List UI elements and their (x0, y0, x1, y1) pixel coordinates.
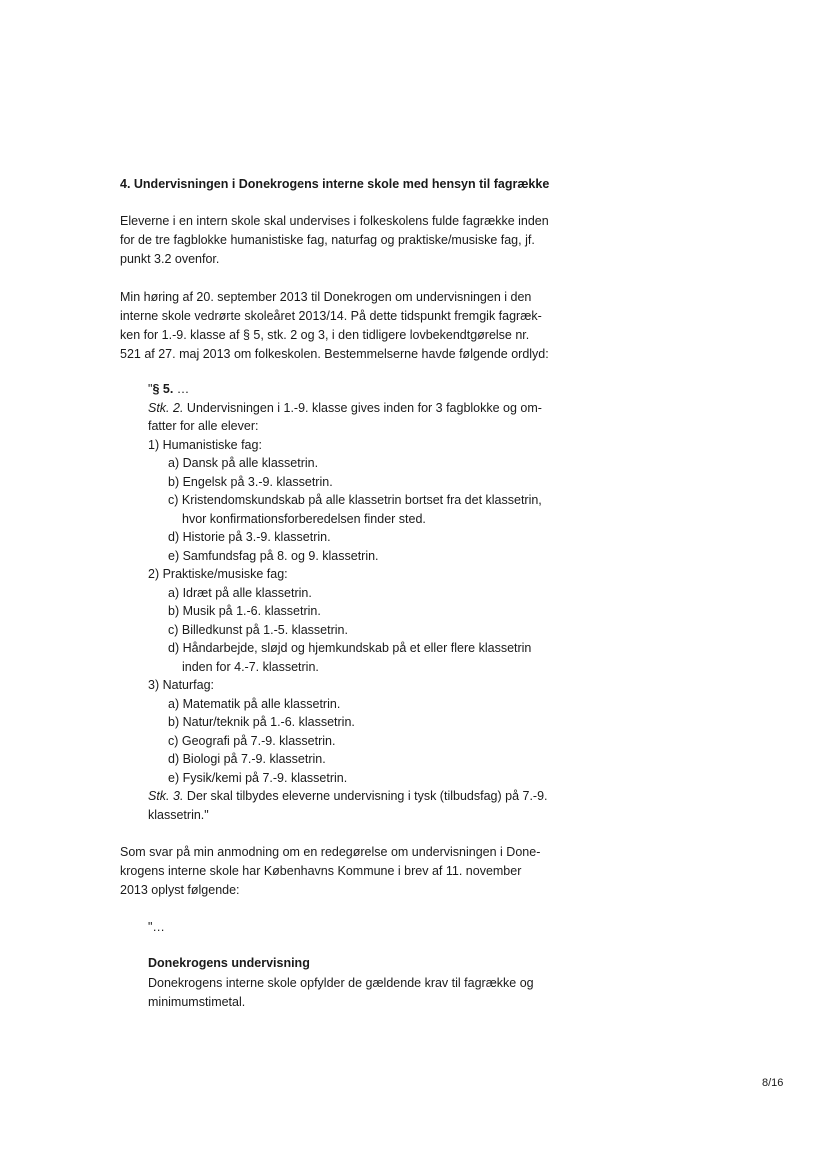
text-line: klassetrin." (148, 807, 209, 822)
list-item: d) Biologi på 7.-9. klassetrin. (168, 752, 326, 766)
text-line: Donekrogens interne skole opfylder de gældende krav til fagrække og (148, 976, 534, 990)
list-item: a) Dansk på alle klassetrin. (168, 456, 319, 470)
list-item-continuation: hvor konfirmationsforberedelsen finder sted. (182, 511, 426, 526)
list-item-continuation: inden for 4.-7. klassetrin. (182, 659, 319, 674)
stk2-label: Stk. 2. (148, 400, 184, 415)
quote-ellipsis: "… (148, 920, 165, 934)
list-item: c) Kristendomskundskab på alle klassetrin bortset fra det klassetrin, (168, 493, 542, 507)
list-item: e) Samfundsfag på 8. og 9. klassetrin. (168, 548, 379, 563)
stk2-text: Undervisningen i 1.-9. klasse gives inden for 3 fagblokke og om- (183, 400, 542, 415)
text-line: fatter for alle elever: (148, 419, 259, 433)
group-title: 2) Praktiske/musiske fag: (148, 567, 288, 581)
quote-open: " (148, 382, 153, 396)
paragraph-3 (120, 843, 590, 900)
list-item: d) Håndarbejde, sløjd og hjemkundskab på et eller flere klassetrin (168, 641, 532, 655)
text-line: krogens interne skole har Københavns Kommune i brev af 11. november (120, 864, 522, 878)
stk3-text: Der skal tilbydes eleverne undervisning i tysk (tilbudsfag) på 7.-9. (183, 789, 548, 803)
text-line: Som svar på min anmodning om en redegørelse om undervisningen i Done- (120, 845, 541, 859)
stk2-line (120, 399, 680, 418)
list-item: e) Fysik/kemi på 7.-9. klassetrin. (168, 770, 348, 785)
sub-heading: Donekrogens undervisning (148, 956, 310, 970)
list-item: c) Billedkunst på 1.-5. klassetrin. (168, 622, 348, 637)
stk3-line (120, 787, 680, 806)
text-line: Min høring af 20. september 2013 til Donekrogen om undervisningen i den (120, 290, 532, 304)
paragraph-1 (120, 212, 590, 269)
list-item: b) Musik på 1.-6. klassetrin. (168, 604, 321, 618)
page-number: 8/16 (762, 1077, 784, 1089)
law-quote (120, 380, 680, 824)
section-heading: 4. Undervisningen i Donekrogens interne skole med hensyn til fagrække (120, 177, 550, 191)
text-line: 521 af 27. maj 2013 om folkeskolen. Bestemmelserne havde følgende ordlyd: (120, 347, 549, 361)
list-item: b) Natur/teknik på 1.-6. klassetrin. (168, 715, 355, 729)
text-line: interne skole vedrørte skoleåret 2013/14. På dette tidspunkt fremgik fagræk- (120, 309, 542, 323)
text-line: 2013 oplyst følgende: (120, 883, 240, 897)
paragraph-ellipsis: … (173, 382, 190, 396)
paragraph-2 (120, 288, 590, 364)
text-line: Eleverne i en intern skole skal undervises i folkeskolens fulde fagrække inden (120, 214, 549, 228)
text-line: punkt 3.2 ovenfor. (120, 252, 220, 266)
list-item: a) Idræt på alle klassetrin. (168, 585, 312, 600)
paragraph-4 (148, 974, 534, 1012)
list-item: b) Engelsk på 3.-9. klassetrin. (168, 474, 333, 489)
group-title: 1) Humanistiske fag: (148, 437, 262, 452)
group-title: 3) Naturfag: (148, 678, 215, 692)
text-line: for de tre fagblokke humanistiske fag, naturfag og praktiske/musiske fag, jf. (120, 233, 535, 247)
paragraph-mark: § 5. (152, 382, 174, 396)
list-item: c) Geografi på 7.-9. klassetrin. (168, 733, 336, 748)
paragraph-mark-line (120, 380, 680, 399)
list-item: d) Historie på 3.-9. klassetrin. (168, 530, 331, 544)
stk3-label: Stk. 3. (148, 789, 184, 803)
text-line: minimumstimetal. (148, 995, 246, 1009)
list-item: a) Matematik på alle klassetrin. (168, 696, 341, 711)
text-line: ken for 1.-9. klasse af § 5, stk. 2 og 3, i den tidligere lovbekendtgørelse nr. (120, 328, 530, 342)
